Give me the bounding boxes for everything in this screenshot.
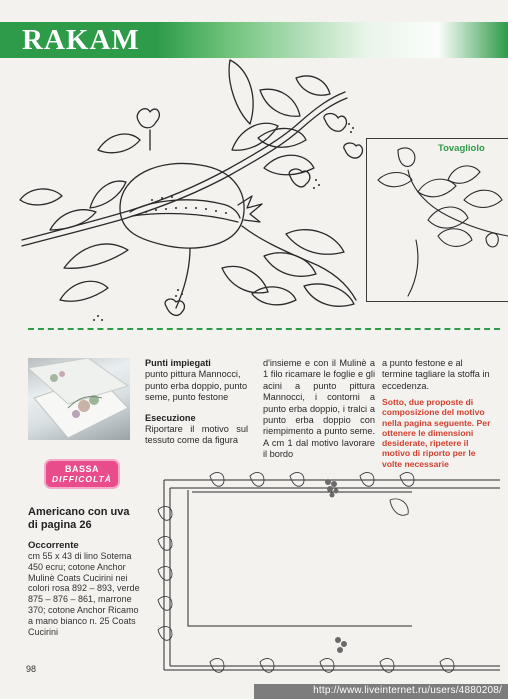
stitches-section	[145, 358, 248, 447]
watermark-bar	[254, 684, 508, 699]
page-title: RAKAM	[22, 24, 140, 56]
project-title	[28, 506, 129, 532]
instructions-column-2: d'insieme e con il Mulinè a 1 filo ricamare le foglie e gli acini a punto pittura Mannocci, i contorni a punto erba doppio, i tralci a punto erba doppio con riempimento a punto seme. A cm 1 dal motivo lavorare il bordo	[263, 358, 375, 460]
dashed-separator	[28, 328, 500, 330]
difficulty-word: DIFFICOLTÀ	[52, 474, 112, 484]
embroidered-napkin-photo	[28, 358, 130, 440]
composition-note: Sotto, due proposte di composizione del motivo nella pagina seguente. Per ottenere le dimensioni desiderate, ripetere il motivo di riporto per le volte necessarie	[382, 397, 491, 469]
watermark-url: http://www.liveinternet.ru/users/4880208/	[313, 685, 502, 696]
stitches-text: punto pittura Mannocci, punto erba doppio, punto seme, punto festone	[145, 369, 248, 403]
execution-text: Riportare il motivo sul tessuto come da figura	[145, 424, 248, 446]
execution-heading: Esecuzione	[145, 412, 196, 423]
border-composition-drawing	[150, 470, 500, 682]
page-number: 98	[26, 664, 37, 674]
project-title-line2: di pagina 26	[28, 519, 92, 531]
stitches-heading: Punti impiegati	[145, 358, 211, 368]
difficulty-level: BASSA	[64, 464, 99, 474]
difficulty-badge	[46, 461, 118, 487]
materials-text: cm 55 x 43 di lino Sotema 450 ecru; cotone Anchor Mulinè Coats Cucirini nei colori rosa 892 – 893, verde 875 – 876 – 861, marrone 370; cotone Anchor Ricamo a mano bianco n. 25 Coats Cucirini	[28, 551, 140, 637]
napkin-pattern-drawing	[368, 140, 508, 300]
instructions-column-3: a punto festone e al termine tagliare la stoffa in eccedenza.	[382, 358, 490, 391]
project-title-line1: Americano con uva	[28, 506, 130, 518]
napkin-label: Tovagliolo	[438, 143, 485, 154]
materials-heading: Occorrente	[28, 540, 79, 551]
